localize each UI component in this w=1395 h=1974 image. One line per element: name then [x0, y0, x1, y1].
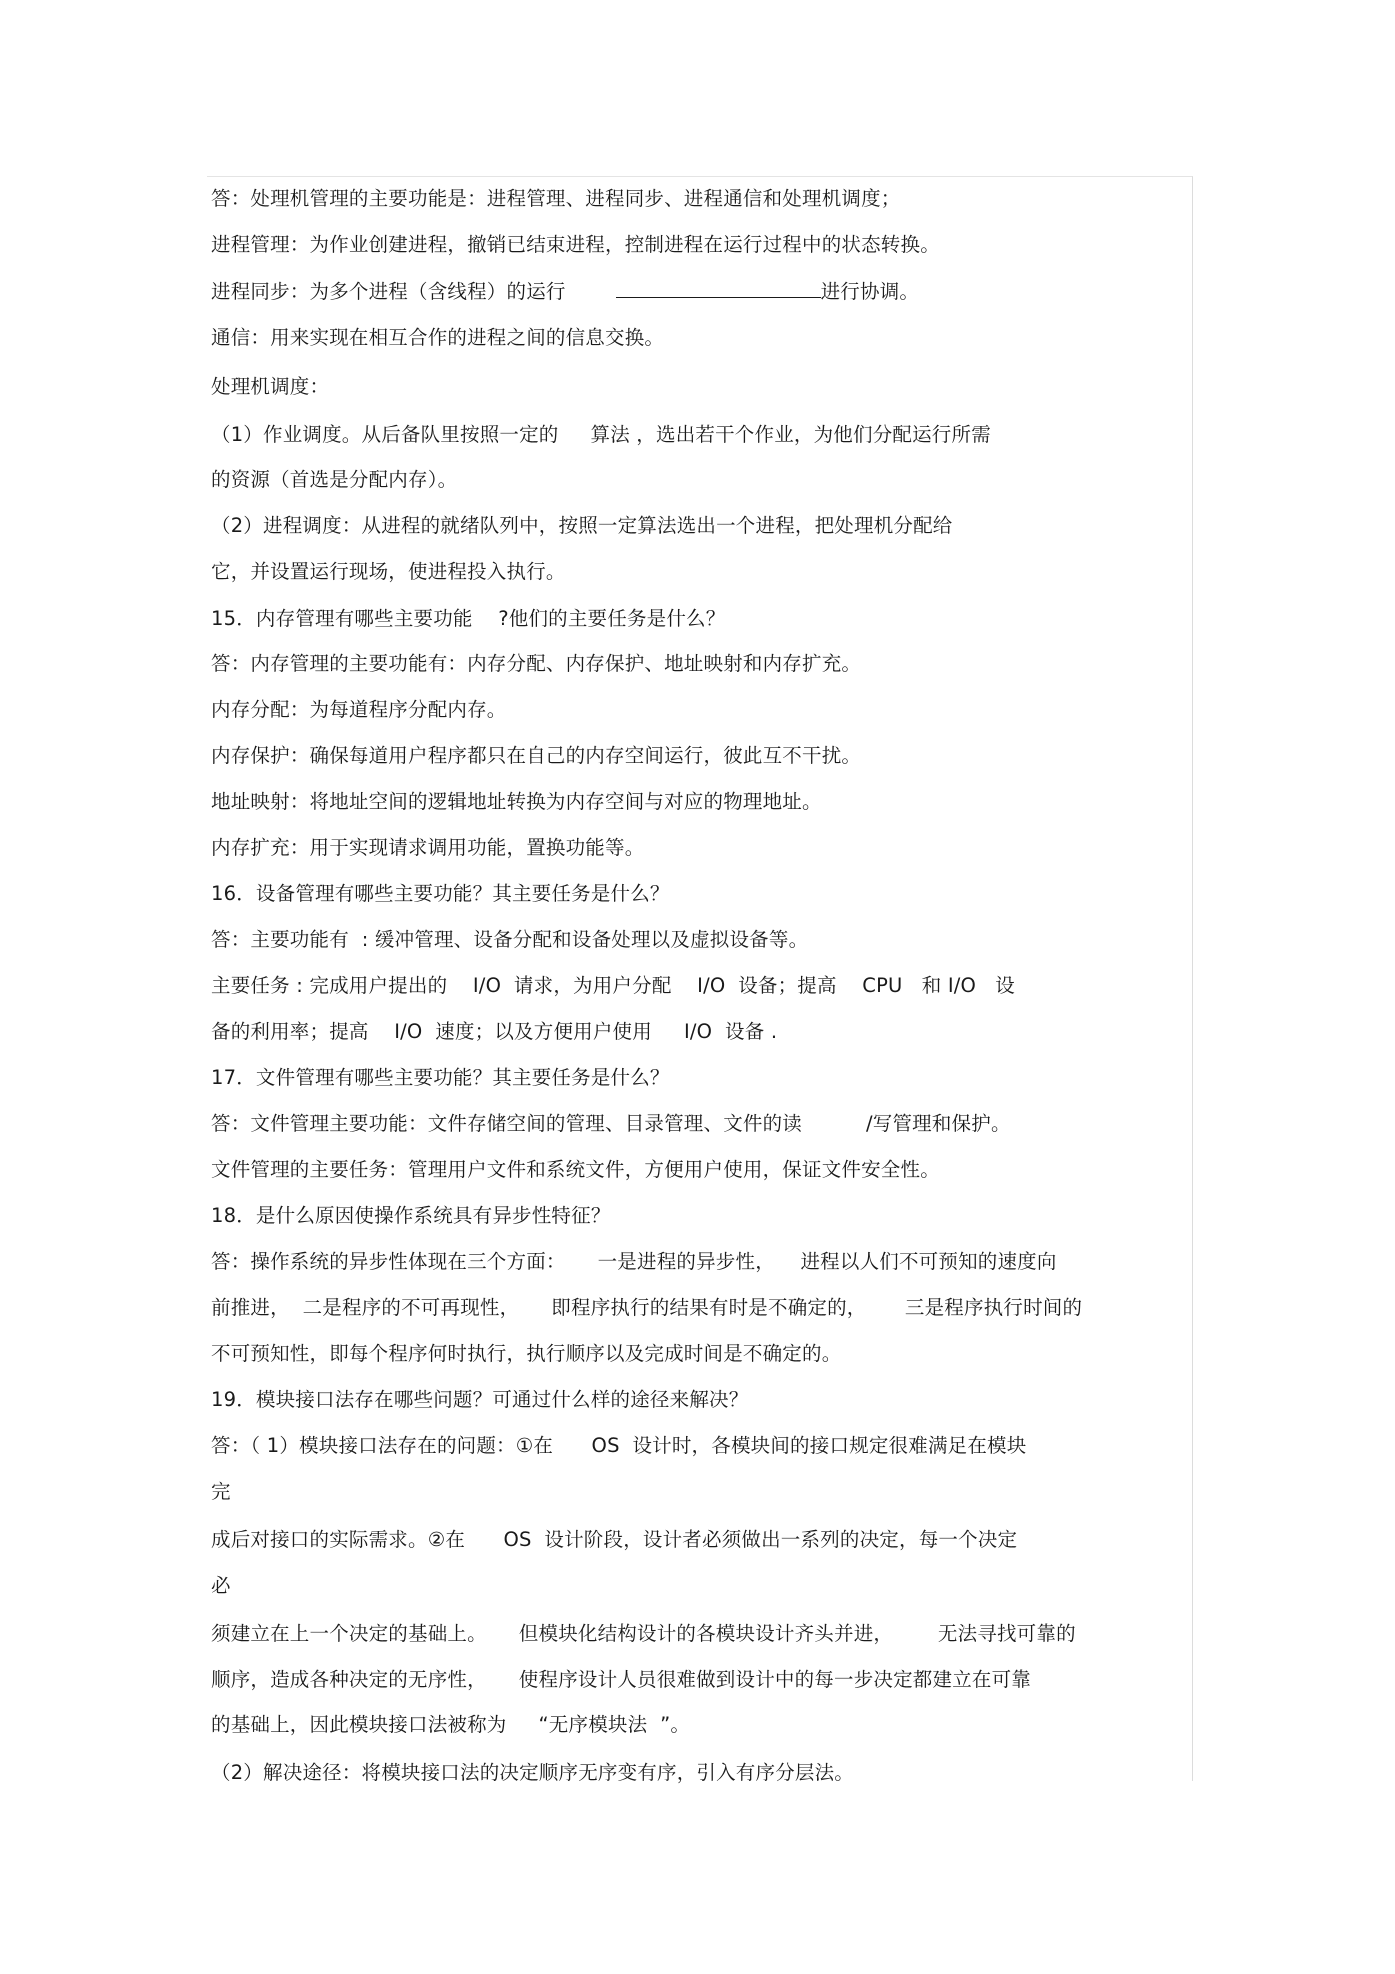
text-line-with-blank	[211, 279, 919, 305]
text-line: 答：操作系统的异步性体现在三个方面： 一是进程的异步性， 进程以人们不可预知的速度向	[211, 1250, 1057, 1273]
question-heading: 15．内存管理有哪些主要功能 ?他们的主要任务是什么？	[211, 607, 726, 630]
text-line: 处理机调度：	[211, 375, 330, 398]
text-line: 答：处理机管理的主要功能是：进程管理、进程同步、进程通信和处理机调度；	[211, 187, 901, 210]
text-line: 成后对接口的实际需求。②在 OS 设计阶段，设计者必须做出一系列的决定，每一个决定	[211, 1528, 1018, 1551]
text-line: 进程管理：为作业创建进程，撤销已结束进程，控制进程在运行过程中的状态转换。	[211, 233, 940, 256]
question-heading: 18．是什么原因使操作系统具有异步性特征？	[211, 1204, 611, 1227]
text-segment: 进行协调。	[820, 280, 920, 303]
text-line: （1）作业调度。从后备队里按照一定的 算法 ，选出若干个作业，为他们分配运行所需	[211, 423, 991, 446]
text-line: 的资源（首选是分配内存）。	[211, 468, 458, 491]
text-segment: 进程同步：为多个进程（含线程）的运行	[211, 280, 566, 303]
question-heading: 17．文件管理有哪些主要功能？其主要任务是什么？	[211, 1066, 670, 1089]
text-line: 答：（ 1）模块接口法存在的问题：①在 OS 设计时，各模块间的接口规定很难满足在模块	[211, 1434, 1027, 1457]
text-line: 文件管理的主要任务：管理用户文件和系统文件，方便用户使用，保证文件安全性。	[211, 1158, 940, 1181]
text-line: （2）进程调度：从进程的就绪队列中，按照一定算法选出一个进程，把处理机分配给	[211, 514, 953, 537]
text-line: 答：主要功能有 : 缓冲管理、设备分配和设备处理以及虚拟设备等。	[211, 928, 809, 951]
text-line: 它，并设置运行现场，使进程投入执行。	[211, 560, 566, 583]
text-line: （2）解决途径：将模块接口法的决定顺序无序变有序，引入有序分层法。	[211, 1761, 855, 1784]
text-line: 的基础上，因此模块接口法被称为 “无序模块法 ”。	[211, 1713, 691, 1736]
fill-in-blank	[616, 279, 821, 298]
text-line: 备的利用率；提高 I/O 速度；以及方便用户使用 I/O 设备 .	[211, 1020, 778, 1043]
text-line: 顺序，造成各种决定的无序性， 使程序设计人员很难做到设计中的每一步决定都建立在可靠	[211, 1668, 1031, 1691]
text-line: 必	[211, 1574, 231, 1597]
text-line: 答：内存管理的主要功能有：内存分配、内存保护、地址映射和内存扩充。	[211, 652, 862, 675]
text-line: 不可预知性，即每个程序何时执行，执行顺序以及完成时间是不确定的。	[211, 1342, 842, 1365]
text-line: 须建立在上一个决定的基础上。 但模块化结构设计的各模块设计齐头并进， 无法寻找可靠的	[211, 1622, 1076, 1645]
text-line: 内存扩充：用于实现请求调用功能，置换功能等。	[211, 836, 645, 859]
text-line: 内存分配：为每道程序分配内存。	[211, 698, 507, 721]
question-heading: 16．设备管理有哪些主要功能？其主要任务是什么？	[211, 882, 670, 905]
text-line: 通信：用来实现在相互合作的进程之间的信息交换。	[211, 326, 665, 349]
text-line: 前推进， 二是程序的不可再现性， 即程序执行的结果有时是不确定的， 三是程序执行时间的	[211, 1296, 1083, 1319]
text-line: 主要任务 : 完成用户提出的 I/O 请求，为用户分配 I/O 设备；提高 CPU 和 I/O 设	[211, 974, 1015, 997]
text-line: 答：文件管理主要功能：文件存储空间的管理、目录管理、文件的读 /写管理和保护。	[211, 1112, 1011, 1135]
text-line: 内存保护：确保每道用户程序都只在自己的内存空间运行，彼此互不干扰。	[211, 744, 862, 767]
text-line: 地址映射：将地址空间的逻辑地址转换为内存空间与对应的物理地址。	[211, 790, 822, 813]
text-line: 完	[211, 1480, 231, 1503]
question-heading: 19．模块接口法存在哪些问题？可通过什么样的途径来解决？	[211, 1388, 749, 1411]
